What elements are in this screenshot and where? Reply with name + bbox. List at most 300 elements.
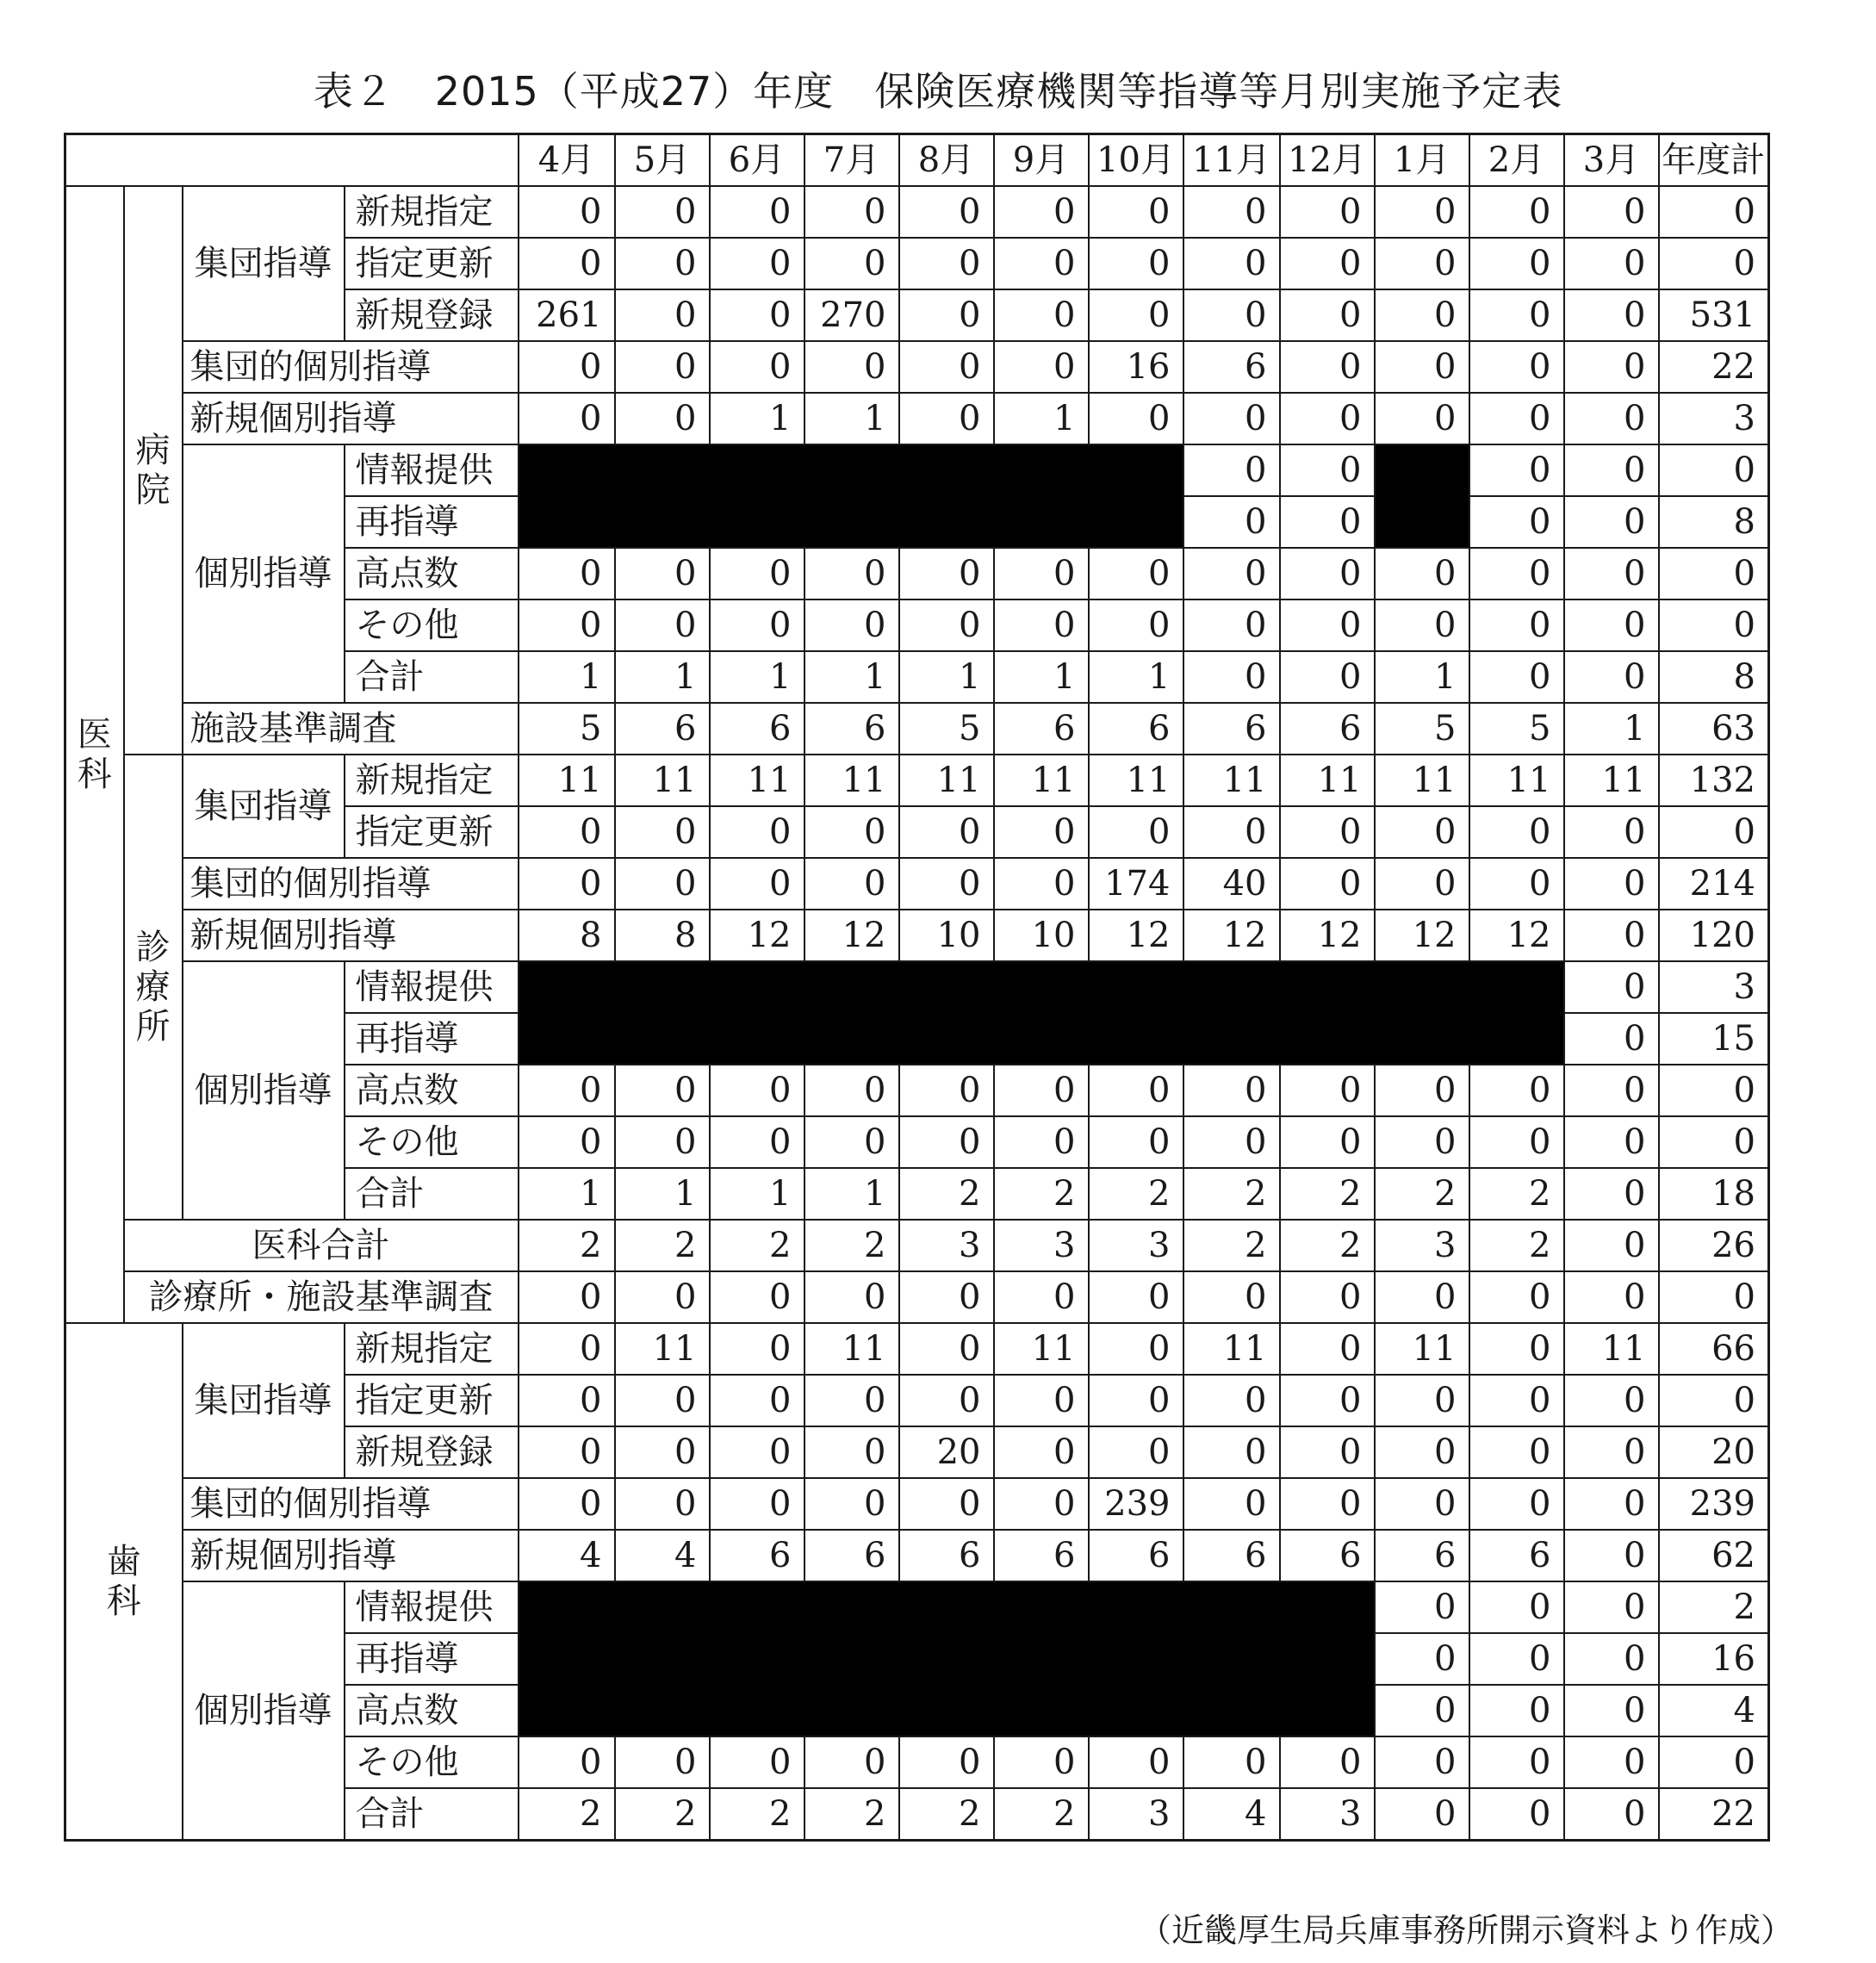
value-cell: 0 xyxy=(710,1065,804,1116)
value-cell: 4 xyxy=(1183,1788,1280,1841)
value-cell: 11 xyxy=(519,755,615,806)
month-header: 9月 xyxy=(994,134,1089,187)
value-cell: 0 xyxy=(1564,961,1659,1013)
value-cell: 0 xyxy=(1183,238,1280,289)
month-header: 8月 xyxy=(899,134,994,187)
row-label: 診療所・施設基準調査 xyxy=(124,1271,519,1323)
value-cell: 0 xyxy=(710,1271,804,1323)
row-label: 指定更新 xyxy=(345,238,519,289)
value-cell: 0 xyxy=(710,341,804,393)
value-cell: 0 xyxy=(1659,238,1769,289)
table-row xyxy=(65,755,1769,806)
value-cell: 0 xyxy=(899,1065,994,1116)
value-cell: 0 xyxy=(994,1065,1089,1116)
redacted-block xyxy=(1375,444,1469,548)
value-cell: 2 xyxy=(1469,1220,1564,1271)
value-cell: 0 xyxy=(1469,1065,1564,1116)
value-cell: 1 xyxy=(615,651,710,703)
table-row xyxy=(65,393,1769,444)
value-cell: 0 xyxy=(1375,1271,1469,1323)
group-label: 集団指導 xyxy=(183,755,345,858)
value-cell: 0 xyxy=(899,341,994,393)
redacted-block xyxy=(519,444,1183,548)
value-cell: 6 xyxy=(1280,1530,1375,1581)
value-cell: 11 xyxy=(899,755,994,806)
table-row xyxy=(65,1271,1769,1323)
value-cell: 2 xyxy=(1183,1220,1280,1271)
value-cell: 0 xyxy=(1469,289,1564,341)
value-cell: 0 xyxy=(1564,1788,1659,1841)
value-cell: 0 xyxy=(519,1065,615,1116)
value-cell: 11 xyxy=(1280,755,1375,806)
row-label: 高点数 xyxy=(345,1065,519,1116)
value-cell: 22 xyxy=(1659,1788,1769,1841)
value-cell: 0 xyxy=(994,341,1089,393)
value-cell: 0 xyxy=(1375,1736,1469,1788)
value-cell: 0 xyxy=(1469,1581,1564,1633)
value-cell: 0 xyxy=(899,858,994,910)
value-cell: 0 xyxy=(710,1426,804,1478)
subsection-shinryojo: 診 療 所 xyxy=(124,755,183,1220)
value-cell: 0 xyxy=(1280,496,1375,548)
value-cell: 0 xyxy=(1280,238,1375,289)
value-cell: 0 xyxy=(615,1736,710,1788)
value-cell: 531 xyxy=(1659,289,1769,341)
value-cell: 0 xyxy=(1280,651,1375,703)
value-cell: 0 xyxy=(1564,1271,1659,1323)
value-cell: 0 xyxy=(1089,393,1183,444)
value-cell: 12 xyxy=(1469,910,1564,961)
value-cell: 3 xyxy=(899,1220,994,1271)
month-header: 1月 xyxy=(1375,134,1469,187)
value-cell: 0 xyxy=(1469,858,1564,910)
value-cell: 0 xyxy=(1375,289,1469,341)
value-cell: 239 xyxy=(1659,1478,1769,1530)
row-label: 集団的個別指導 xyxy=(183,341,519,393)
row-label: 新規指定 xyxy=(345,1323,519,1375)
value-cell: 0 xyxy=(1280,393,1375,444)
table-row xyxy=(65,858,1769,910)
value-cell: 0 xyxy=(1564,1685,1659,1736)
section-ika: 医 科 xyxy=(65,186,124,1323)
value-cell: 270 xyxy=(804,289,899,341)
value-cell: 0 xyxy=(804,599,899,651)
value-cell: 0 xyxy=(1564,186,1659,238)
month-header: 3月 xyxy=(1564,134,1659,187)
value-cell: 0 xyxy=(615,858,710,910)
group-label: 個別指導 xyxy=(183,961,345,1220)
value-cell: 11 xyxy=(1089,755,1183,806)
value-cell: 2 xyxy=(1659,1581,1769,1633)
value-cell: 11 xyxy=(804,1323,899,1375)
value-cell: 0 xyxy=(1564,599,1659,651)
value-cell: 6 xyxy=(710,703,804,755)
value-cell: 0 xyxy=(710,289,804,341)
value-cell: 16 xyxy=(1089,341,1183,393)
value-cell: 0 xyxy=(615,1116,710,1168)
value-cell: 2 xyxy=(1280,1220,1375,1271)
value-cell: 0 xyxy=(1564,1581,1659,1633)
value-cell: 0 xyxy=(804,1065,899,1116)
value-cell: 0 xyxy=(804,548,899,599)
value-cell: 1 xyxy=(804,651,899,703)
month-header: 2月 xyxy=(1469,134,1564,187)
value-cell: 1 xyxy=(899,651,994,703)
value-cell: 0 xyxy=(1089,289,1183,341)
value-cell: 0 xyxy=(1089,1116,1183,1168)
value-cell: 0 xyxy=(1375,1633,1469,1685)
value-cell: 0 xyxy=(1564,1116,1659,1168)
month-header: 5月 xyxy=(615,134,710,187)
value-cell: 1 xyxy=(994,651,1089,703)
value-cell: 0 xyxy=(1089,1271,1183,1323)
value-cell: 0 xyxy=(1469,1426,1564,1478)
value-cell: 0 xyxy=(1280,1065,1375,1116)
value-cell: 1 xyxy=(710,1168,804,1220)
value-cell: 120 xyxy=(1659,910,1769,961)
value-cell: 0 xyxy=(519,1375,615,1426)
value-cell: 8 xyxy=(1659,496,1769,548)
total-header: 年度計 xyxy=(1659,134,1769,187)
value-cell: 0 xyxy=(1280,806,1375,858)
value-cell: 1 xyxy=(804,1168,899,1220)
row-label: 情報提供 xyxy=(345,1581,519,1633)
value-cell: 0 xyxy=(1564,1168,1659,1220)
value-cell: 0 xyxy=(1564,1426,1659,1478)
table-row xyxy=(65,703,1769,755)
value-cell: 0 xyxy=(1469,186,1564,238)
value-cell: 6 xyxy=(994,703,1089,755)
value-cell: 8 xyxy=(519,910,615,961)
row-label: 合計 xyxy=(345,1788,519,1841)
value-cell: 11 xyxy=(1375,755,1469,806)
row-label: 新規個別指導 xyxy=(183,910,519,961)
value-cell: 0 xyxy=(1659,444,1769,496)
value-cell: 1 xyxy=(994,393,1089,444)
table-row xyxy=(65,1581,1769,1633)
value-cell: 0 xyxy=(710,548,804,599)
value-cell: 0 xyxy=(519,599,615,651)
value-cell: 0 xyxy=(519,186,615,238)
value-cell: 0 xyxy=(1089,1375,1183,1426)
redacted-block xyxy=(519,961,1564,1065)
value-cell: 0 xyxy=(1564,496,1659,548)
month-header: 6月 xyxy=(710,134,804,187)
header-row xyxy=(65,134,1769,187)
value-cell: 0 xyxy=(1280,1375,1375,1426)
value-cell: 6 xyxy=(994,1530,1089,1581)
row-label: 新規登録 xyxy=(345,289,519,341)
value-cell: 0 xyxy=(1469,806,1564,858)
row-label: 高点数 xyxy=(345,1685,519,1736)
value-cell: 214 xyxy=(1659,858,1769,910)
value-cell: 6 xyxy=(899,1530,994,1581)
value-cell: 0 xyxy=(1183,1736,1280,1788)
value-cell: 0 xyxy=(1183,444,1280,496)
value-cell: 0 xyxy=(1564,1220,1659,1271)
table-row xyxy=(65,961,1769,1013)
value-cell: 0 xyxy=(1375,806,1469,858)
row-label: 集団的個別指導 xyxy=(183,858,519,910)
value-cell: 1 xyxy=(804,393,899,444)
value-cell: 0 xyxy=(899,393,994,444)
value-cell: 5 xyxy=(1469,703,1564,755)
value-cell: 16 xyxy=(1659,1633,1769,1685)
value-cell: 2 xyxy=(519,1220,615,1271)
corner-cell xyxy=(65,134,519,187)
value-cell: 0 xyxy=(710,1736,804,1788)
value-cell: 0 xyxy=(804,858,899,910)
value-cell: 0 xyxy=(804,1375,899,1426)
value-cell: 0 xyxy=(1183,496,1280,548)
value-cell: 0 xyxy=(1564,1065,1659,1116)
row-label: 再指導 xyxy=(345,1633,519,1685)
value-cell: 0 xyxy=(1375,1116,1469,1168)
row-label: 情報提供 xyxy=(345,961,519,1013)
value-cell: 66 xyxy=(1659,1323,1769,1375)
value-cell: 0 xyxy=(804,1736,899,1788)
value-cell: 0 xyxy=(994,289,1089,341)
value-cell: 0 xyxy=(615,806,710,858)
value-cell: 0 xyxy=(519,238,615,289)
value-cell: 0 xyxy=(1375,1685,1469,1736)
value-cell: 0 xyxy=(615,238,710,289)
value-cell: 0 xyxy=(994,186,1089,238)
value-cell: 0 xyxy=(899,1375,994,1426)
value-cell: 0 xyxy=(994,858,1089,910)
value-cell: 11 xyxy=(994,1323,1089,1375)
value-cell: 174 xyxy=(1089,858,1183,910)
value-cell: 0 xyxy=(994,1426,1089,1478)
value-cell: 2 xyxy=(1469,1168,1564,1220)
value-cell: 0 xyxy=(1089,1065,1183,1116)
group-label: 集団指導 xyxy=(183,1323,345,1478)
value-cell: 0 xyxy=(1564,1013,1659,1065)
row-label: 新規登録 xyxy=(345,1426,519,1478)
value-cell: 18 xyxy=(1659,1168,1769,1220)
value-cell: 0 xyxy=(899,1116,994,1168)
value-cell: 11 xyxy=(1183,1323,1280,1375)
value-cell: 0 xyxy=(994,599,1089,651)
value-cell: 11 xyxy=(1469,755,1564,806)
value-cell: 261 xyxy=(519,289,615,341)
value-cell: 0 xyxy=(1564,806,1659,858)
value-cell: 6 xyxy=(710,1530,804,1581)
value-cell: 0 xyxy=(1469,238,1564,289)
value-cell: 1 xyxy=(615,1168,710,1220)
value-cell: 0 xyxy=(1469,548,1564,599)
value-cell: 0 xyxy=(1089,806,1183,858)
value-cell: 0 xyxy=(615,548,710,599)
value-cell: 0 xyxy=(1280,444,1375,496)
subsection-byoin: 病 院 xyxy=(124,186,183,755)
value-cell: 5 xyxy=(519,703,615,755)
group-label: 個別指導 xyxy=(183,444,345,703)
value-cell: 0 xyxy=(1564,289,1659,341)
value-cell: 1 xyxy=(519,651,615,703)
value-cell: 11 xyxy=(1564,1323,1659,1375)
value-cell: 12 xyxy=(1089,910,1183,961)
value-cell: 2 xyxy=(994,1168,1089,1220)
row-label: 指定更新 xyxy=(345,1375,519,1426)
value-cell: 0 xyxy=(804,238,899,289)
value-cell: 0 xyxy=(1183,393,1280,444)
value-cell: 0 xyxy=(1280,1271,1375,1323)
value-cell: 0 xyxy=(994,1271,1089,1323)
value-cell: 0 xyxy=(615,1375,710,1426)
value-cell: 2 xyxy=(615,1220,710,1271)
value-cell: 0 xyxy=(615,1478,710,1530)
value-cell: 2 xyxy=(1375,1168,1469,1220)
value-cell: 11 xyxy=(615,1323,710,1375)
value-cell: 0 xyxy=(1375,1426,1469,1478)
value-cell: 6 xyxy=(804,1530,899,1581)
value-cell: 0 xyxy=(519,1478,615,1530)
value-cell: 4 xyxy=(519,1530,615,1581)
month-header: 7月 xyxy=(804,134,899,187)
value-cell: 4 xyxy=(1659,1685,1769,1736)
value-cell: 62 xyxy=(1659,1530,1769,1581)
value-cell: 20 xyxy=(899,1426,994,1478)
value-cell: 0 xyxy=(994,1736,1089,1788)
value-cell: 0 xyxy=(994,1478,1089,1530)
value-cell: 0 xyxy=(804,1426,899,1478)
value-cell: 0 xyxy=(1469,1116,1564,1168)
value-cell: 3 xyxy=(1659,961,1769,1013)
value-cell: 0 xyxy=(1659,548,1769,599)
value-cell: 2 xyxy=(994,1788,1089,1841)
value-cell: 0 xyxy=(1659,1375,1769,1426)
value-cell: 0 xyxy=(615,599,710,651)
value-cell: 0 xyxy=(1280,599,1375,651)
value-cell: 0 xyxy=(519,806,615,858)
value-cell: 3 xyxy=(1375,1220,1469,1271)
value-cell: 3 xyxy=(1089,1788,1183,1841)
value-cell: 0 xyxy=(804,341,899,393)
value-cell: 22 xyxy=(1659,341,1769,393)
value-cell: 8 xyxy=(615,910,710,961)
value-cell: 1 xyxy=(1089,651,1183,703)
value-cell: 0 xyxy=(1659,1736,1769,1788)
row-label: 指定更新 xyxy=(345,806,519,858)
value-cell: 11 xyxy=(710,755,804,806)
value-cell: 0 xyxy=(899,806,994,858)
value-cell: 0 xyxy=(1280,1426,1375,1478)
value-cell: 0 xyxy=(1659,599,1769,651)
value-cell: 0 xyxy=(1280,858,1375,910)
value-cell: 0 xyxy=(519,1426,615,1478)
value-cell: 0 xyxy=(994,548,1089,599)
value-cell: 0 xyxy=(710,599,804,651)
value-cell: 11 xyxy=(804,755,899,806)
value-cell: 239 xyxy=(1089,1478,1183,1530)
value-cell: 0 xyxy=(710,1323,804,1375)
value-cell: 0 xyxy=(1469,599,1564,651)
value-cell: 0 xyxy=(1375,548,1469,599)
value-cell: 6 xyxy=(804,703,899,755)
value-cell: 0 xyxy=(710,238,804,289)
value-cell: 0 xyxy=(1564,444,1659,496)
value-cell: 4 xyxy=(615,1530,710,1581)
value-cell: 3 xyxy=(1659,393,1769,444)
value-cell: 0 xyxy=(1659,1065,1769,1116)
value-cell: 0 xyxy=(519,1736,615,1788)
value-cell: 132 xyxy=(1659,755,1769,806)
value-cell: 20 xyxy=(1659,1426,1769,1478)
value-cell: 0 xyxy=(1280,186,1375,238)
row-label: 新規個別指導 xyxy=(183,393,519,444)
row-label: 新規指定 xyxy=(345,186,519,238)
row-label: 合計 xyxy=(345,651,519,703)
value-cell: 0 xyxy=(1469,393,1564,444)
value-cell: 0 xyxy=(1469,651,1564,703)
value-cell: 0 xyxy=(1469,444,1564,496)
value-cell: 1 xyxy=(710,651,804,703)
value-cell: 0 xyxy=(1375,186,1469,238)
value-cell: 6 xyxy=(1280,703,1375,755)
value-cell: 2 xyxy=(899,1168,994,1220)
value-cell: 0 xyxy=(1564,910,1659,961)
value-cell: 2 xyxy=(710,1220,804,1271)
value-cell: 0 xyxy=(1183,1375,1280,1426)
month-header: 4月 xyxy=(519,134,615,187)
value-cell: 0 xyxy=(1659,806,1769,858)
value-cell: 15 xyxy=(1659,1013,1769,1065)
value-cell: 0 xyxy=(710,858,804,910)
section-shika: 歯 科 xyxy=(65,1323,183,1841)
value-cell: 0 xyxy=(1564,393,1659,444)
value-cell: 6 xyxy=(1183,703,1280,755)
value-cell: 6 xyxy=(1183,341,1280,393)
value-cell: 0 xyxy=(615,289,710,341)
value-cell: 11 xyxy=(1183,755,1280,806)
value-cell: 0 xyxy=(1183,186,1280,238)
value-cell: 2 xyxy=(1183,1168,1280,1220)
table-row xyxy=(65,186,1769,238)
value-cell: 0 xyxy=(1469,496,1564,548)
value-cell: 0 xyxy=(1089,1426,1183,1478)
value-cell: 0 xyxy=(1375,1478,1469,1530)
value-cell: 0 xyxy=(899,1736,994,1788)
value-cell: 0 xyxy=(1089,599,1183,651)
value-cell: 0 xyxy=(1375,238,1469,289)
value-cell: 1 xyxy=(1375,651,1469,703)
value-cell: 6 xyxy=(1089,703,1183,755)
value-cell: 0 xyxy=(1375,1581,1469,1633)
value-cell: 0 xyxy=(1183,1426,1280,1478)
row-label: 新規指定 xyxy=(345,755,519,806)
value-cell: 0 xyxy=(1280,1478,1375,1530)
value-cell: 12 xyxy=(804,910,899,961)
value-cell: 0 xyxy=(1089,1736,1183,1788)
value-cell: 0 xyxy=(615,1426,710,1478)
value-cell: 3 xyxy=(1280,1788,1375,1841)
value-cell: 63 xyxy=(1659,703,1769,755)
value-cell: 0 xyxy=(1564,1478,1659,1530)
value-cell: 0 xyxy=(994,806,1089,858)
value-cell: 0 xyxy=(804,186,899,238)
value-cell: 0 xyxy=(1469,1633,1564,1685)
value-cell: 0 xyxy=(519,1116,615,1168)
value-cell: 0 xyxy=(1564,341,1659,393)
value-cell: 0 xyxy=(519,1271,615,1323)
value-cell: 0 xyxy=(899,1478,994,1530)
row-label: 医科合計 xyxy=(124,1220,519,1271)
value-cell: 0 xyxy=(899,186,994,238)
value-cell: 2 xyxy=(519,1788,615,1841)
value-cell: 0 xyxy=(899,599,994,651)
value-cell: 0 xyxy=(615,1271,710,1323)
